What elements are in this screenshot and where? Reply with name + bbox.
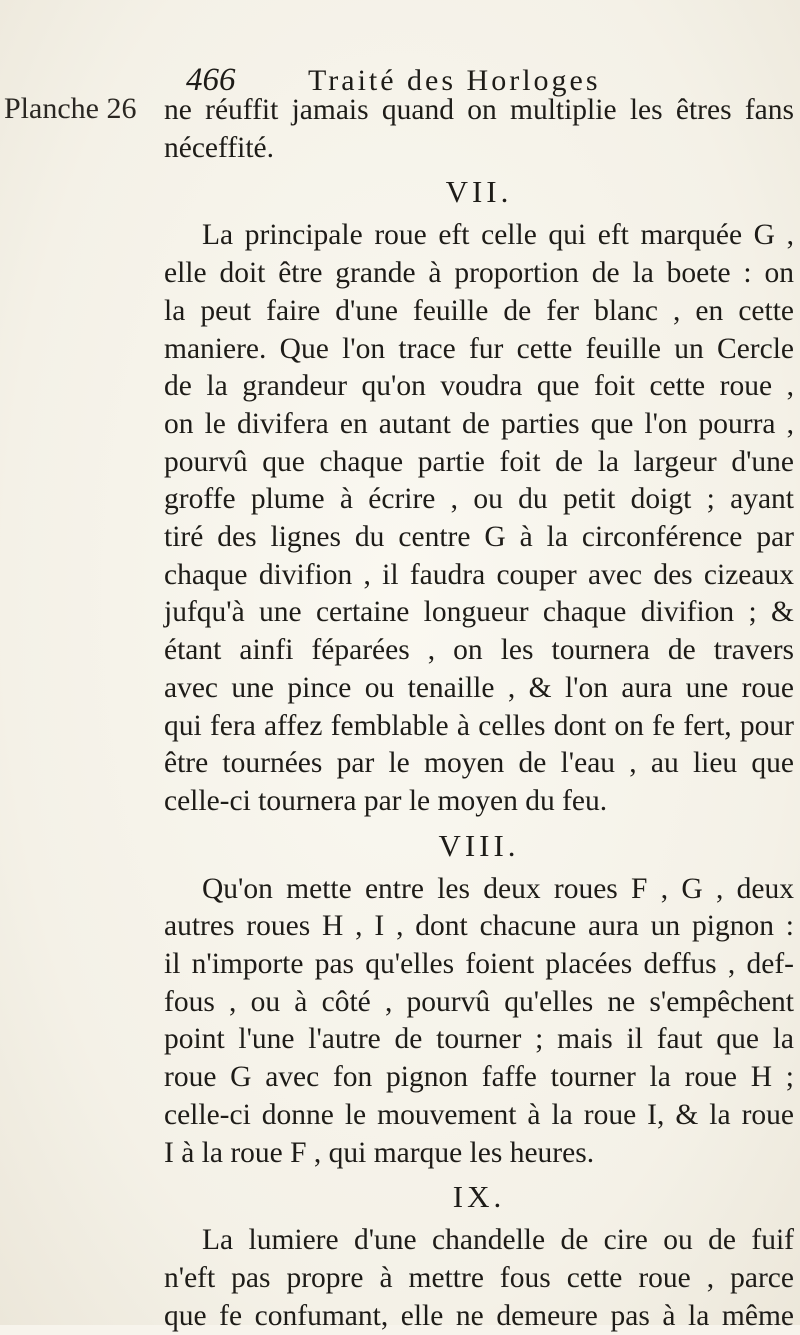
section-ix-paragraph — [164, 1222, 794, 1335]
text-line: la peut faire d'une feuille de fer blanc , en cette — [164, 294, 794, 327]
text-line: qui fera affez femblable à celles dont on fe fert, pour — [164, 709, 794, 742]
section-numeral-vii: VII. — [445, 174, 513, 210]
text-line: n'eft pas propre à mettre fous cette roue , parce — [164, 1261, 794, 1294]
section-vii-paragraph — [164, 217, 794, 820]
continuation-paragraph — [164, 92, 794, 167]
text-line: celle-ci tournera par le moyen du feu. — [164, 784, 608, 817]
page-number: 466 — [186, 62, 236, 98]
text-line: autres roues H , I , dont chacune aura un pignon : — [164, 910, 794, 943]
section-viii-paragraph — [164, 871, 794, 1173]
text-line: avec une pince ou tenaille , & l'on aura une roue — [164, 671, 794, 704]
text-line: de la grandeur qu'on voudra que foit cette roue , — [164, 370, 794, 403]
body-text — [164, 92, 794, 1335]
text-line: fous , ou à côté , pourvû qu'elles ne s'empêchent — [164, 985, 794, 1018]
text-line: étant ainfi féparées , on les tournera de travers — [164, 634, 794, 667]
text-line: roue G avec fon pignon faffe tourner la roue H ; — [164, 1061, 794, 1094]
text-line: que fe confumant, elle ne demeure pas à la même — [164, 1299, 794, 1332]
text-line: tiré des lignes du centre G à la circonférence par — [164, 521, 794, 554]
section-numeral-viii: VIII. — [438, 827, 520, 863]
text-line: celle-ci donne le mouvement à la roue I, & la roue — [164, 1098, 794, 1131]
text-line: chaque divifion , il faudra couper avec des cizeaux — [164, 558, 794, 591]
text-line: on le divifera en autant de parties que l'on pourra , — [164, 407, 794, 440]
running-head: Traité des Horloges — [308, 64, 601, 97]
text-line: La principale roue eft celle qui eft marquée G , — [202, 219, 794, 252]
text-line: il n'importe pas qu'elles foient placées deffus , def- — [164, 948, 794, 981]
text-line: ne réuffit jamais quand on multiplie les êtres fans — [164, 94, 794, 126]
text-line: groffe plume à écrire , ou du petit doigt ; ayant — [164, 483, 794, 516]
plate-reference-note: Planche 26 — [4, 92, 137, 125]
text-line: point l'une l'autre de tourner ; mais il faut que la — [164, 1023, 794, 1056]
text-line: pourvû que chaque partie foit de la largeur d'une — [164, 445, 794, 478]
text-line: jufqu'à une certaine longueur chaque divifion ; & — [164, 596, 794, 629]
text-line: I à la roue F , qui marque les heures. — [164, 1136, 595, 1169]
text-line: maniere. Que l'on trace fur cette feuille un Cercle — [164, 332, 794, 365]
text-line: elle doit être grande à proportion de la boete : on — [164, 257, 794, 290]
text-line: La lumiere d'une chandelle de cire ou de fuif — [202, 1224, 794, 1257]
text-line: Qu'on mette entre les deux roues F , G , deux — [202, 872, 794, 905]
text-line: être tournées par le moyen de l'eau , au lieu que — [164, 747, 794, 780]
section-numeral-ix: IX. — [452, 1179, 506, 1215]
text-line: néceffité. — [164, 131, 275, 164]
